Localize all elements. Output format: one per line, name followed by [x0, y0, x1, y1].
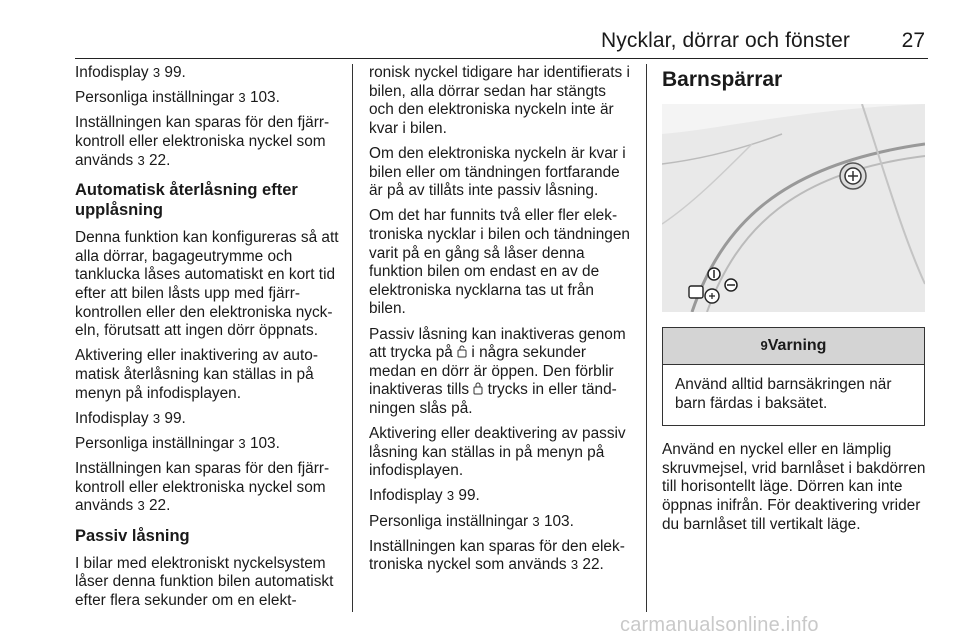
- column-divider: [352, 64, 353, 612]
- warning-triangle-icon: 9: [760, 338, 768, 353]
- paragraph: Denna funktion kan konfigureras så att alla dörrar, bagageutrymme och tanklucka låses automatiskt en kort tid efter att bilen låsts upp med fjärrkontrollen eller den elektroniska nyckeln, förutsatt att ingen dörr öppnats.: [75, 229, 339, 340]
- paragraph: Infodisplay 3 99.: [369, 487, 480, 505]
- section-title: Barnspärrar: [662, 68, 783, 91]
- page-ref-arrow: 3: [152, 410, 161, 426]
- paragraph: Passiv låsning kan inaktiveras genom att trycka på i några sekunder medan en dörr är öppen. Den förblir inaktiveras tills trycks in eller tändningen slås på.: [369, 325, 626, 417]
- paragraph: Personliga inställningar 3 103.: [369, 512, 574, 530]
- warning-header: [663, 328, 924, 365]
- unlock-button-icon: [473, 382, 483, 395]
- paragraph: ronisk nyckel tidigare har identifierats i bilen, alla dörrar sedan har stängts och den elektroniska nyckeln inte är kvar i bilen.: [369, 64, 630, 137]
- page-ref-arrow: 3: [238, 90, 246, 106]
- section-heading: Automatisk återlåsning efter upplåsning: [75, 181, 298, 220]
- paragraph: Använd en nyckel eller en lämplig skruvmejsel, vrid barnlåset i bakdörren till horisontellt läge. Dörren kan inte öppnas inifrån. För deaktivering vrider du barnlåset till vertikalt läge.: [662, 441, 926, 533]
- page-ref-arrow: 3: [238, 435, 246, 451]
- paragraph: Personliga inställningar 3 103.: [75, 434, 280, 452]
- warning-text: Använd alltid barnsäkringen när barn färdas i baksätet.: [675, 376, 892, 412]
- paragraph: Om den elektroniska nyckeln är kvar i bilen eller om tändningen fortfarande är på av tillåts inte passiv låsning.: [369, 144, 626, 200]
- page-title: Nycklar, dörrar och fönster: [601, 29, 850, 52]
- column-3: [662, 64, 928, 541]
- column-2: [369, 64, 635, 582]
- page-ref-arrow: 3: [570, 557, 579, 573]
- lock-button-icon: [457, 345, 467, 358]
- child-lock-illustration: [662, 104, 925, 312]
- paragraph: Aktivering eller deaktivering av passiv låsning kan ställas in på menyn på infodisplayen.: [369, 425, 626, 480]
- paragraph: Aktivering eller inaktivering av automatisk återlåsning kan ställas in på menyn på infodisplayen.: [75, 347, 318, 402]
- page-ref-arrow: 3: [532, 513, 540, 529]
- warning-box: [662, 327, 925, 426]
- warning-title: Varning: [767, 337, 827, 354]
- paragraph: Inställningen kan sparas för den fjärrkontroll eller elektroniska nyckel som används 3 22.: [75, 460, 330, 515]
- paragraph: Infodisplay 3 99.: [75, 64, 186, 81]
- page-ref-arrow: 3: [137, 152, 145, 168]
- page-number: 27: [901, 29, 925, 52]
- paragraph: I bilar med elektroniskt nyckelsystem låser denna funktion bilen automatiskt efter flera sekunder om en elekt-: [75, 554, 334, 610]
- column-1: [75, 64, 339, 617]
- page-ref-arrow: 3: [446, 488, 455, 504]
- paragraph: Infodisplay 3 99.: [75, 409, 186, 427]
- door-child-lock-drawing: [662, 104, 925, 312]
- watermark: carmanualsonline.info: [620, 614, 819, 636]
- page-header: [75, 22, 928, 59]
- paragraph: Inställningen kan sparas för den elektroniska nyckel som används 3 22.: [369, 537, 625, 574]
- section-heading: Passiv låsning: [75, 526, 190, 545]
- page-ref-arrow: 3: [137, 498, 145, 514]
- page-ref-arrow: 3: [152, 65, 161, 80]
- paragraph: Inställningen kan sparas för den fjärrkontroll eller elektroniska nyckel som används 3 22.: [75, 114, 330, 169]
- paragraph: Om det har funnits två eller fler elektroniska nycklar i bilen och tändningen varit på en gång så låser denna funktion bilen om endast en av de elektroniska nycklarna tas ut från bilen.: [369, 207, 630, 318]
- paragraph: Personliga inställningar 3 103.: [75, 89, 280, 107]
- column-divider: [646, 64, 647, 612]
